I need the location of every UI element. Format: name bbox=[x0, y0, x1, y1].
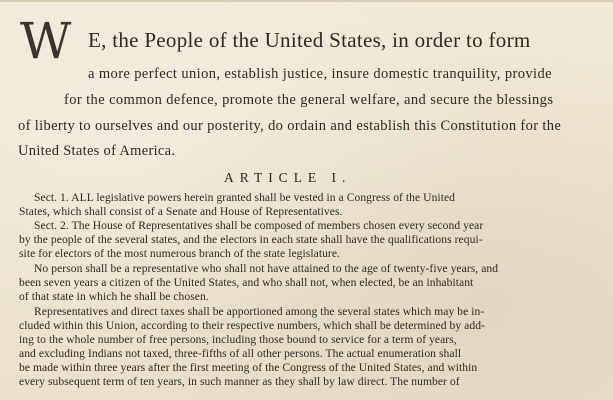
body-line: by the people of the several states, and the electors in each state shall have the qualifications requi- bbox=[19, 233, 483, 246]
preamble-line-1: E, the People of the United States, in order to form bbox=[88, 28, 531, 52]
top-edge bbox=[0, 0, 613, 2]
body-line: been seven years a citizen of the United States, and who shall not, when elected, be an inhabitant bbox=[19, 276, 474, 289]
article-heading: ARTICLE I. bbox=[224, 170, 352, 185]
body-line: Sect. 2. The House of Representatives shall be composed of members chosen every second year bbox=[34, 219, 484, 232]
preamble-line-2: a more perfect union, establish justice, insure domestic tranquility, provide bbox=[88, 66, 552, 82]
drop-cap: W bbox=[20, 12, 69, 70]
body-line: Sect. 1. ALL legislative powers herein granted shall be vested in a Congress of the United bbox=[34, 191, 456, 204]
body-line: of that state in which he shall be chosen. bbox=[19, 290, 209, 303]
body-line: and excluding Indians not taxed, three-fifths of all other persons. The actual enumeration shall bbox=[19, 347, 462, 360]
body-line: States, which shall consist of a Senate and House of Representatives. bbox=[19, 205, 343, 218]
body-line: Representatives and direct taxes shall be apportioned among the several states which may be in- bbox=[34, 305, 485, 318]
body-line: every subsequent term of ten years, in such manner as they shall by law direct. The number of bbox=[19, 375, 460, 388]
body-line: No person shall be a representative who shall not have attained to the age of twenty-five years, and bbox=[34, 262, 499, 275]
preamble-line-3: for the common defence, promote the general welfare, and secure the blessings bbox=[64, 92, 554, 108]
preamble-line-5: United States of America. bbox=[18, 143, 176, 159]
body-line: site for electors of the most numerous branch of the state legislature. bbox=[19, 247, 340, 260]
preamble-line-4: of liberty to ourselves and our posterity, do ordain and establish this Constitution for the bbox=[18, 118, 562, 134]
body-line: cluded within this Union, according to their respective numbers, which shall be determined by add- bbox=[19, 319, 485, 332]
body-line: be made within three years after the first meeting of the Congress of the United States, and within bbox=[19, 361, 478, 374]
body-line: ing to the whole number of free persons, including those bound to service for a term of years, bbox=[19, 333, 457, 346]
